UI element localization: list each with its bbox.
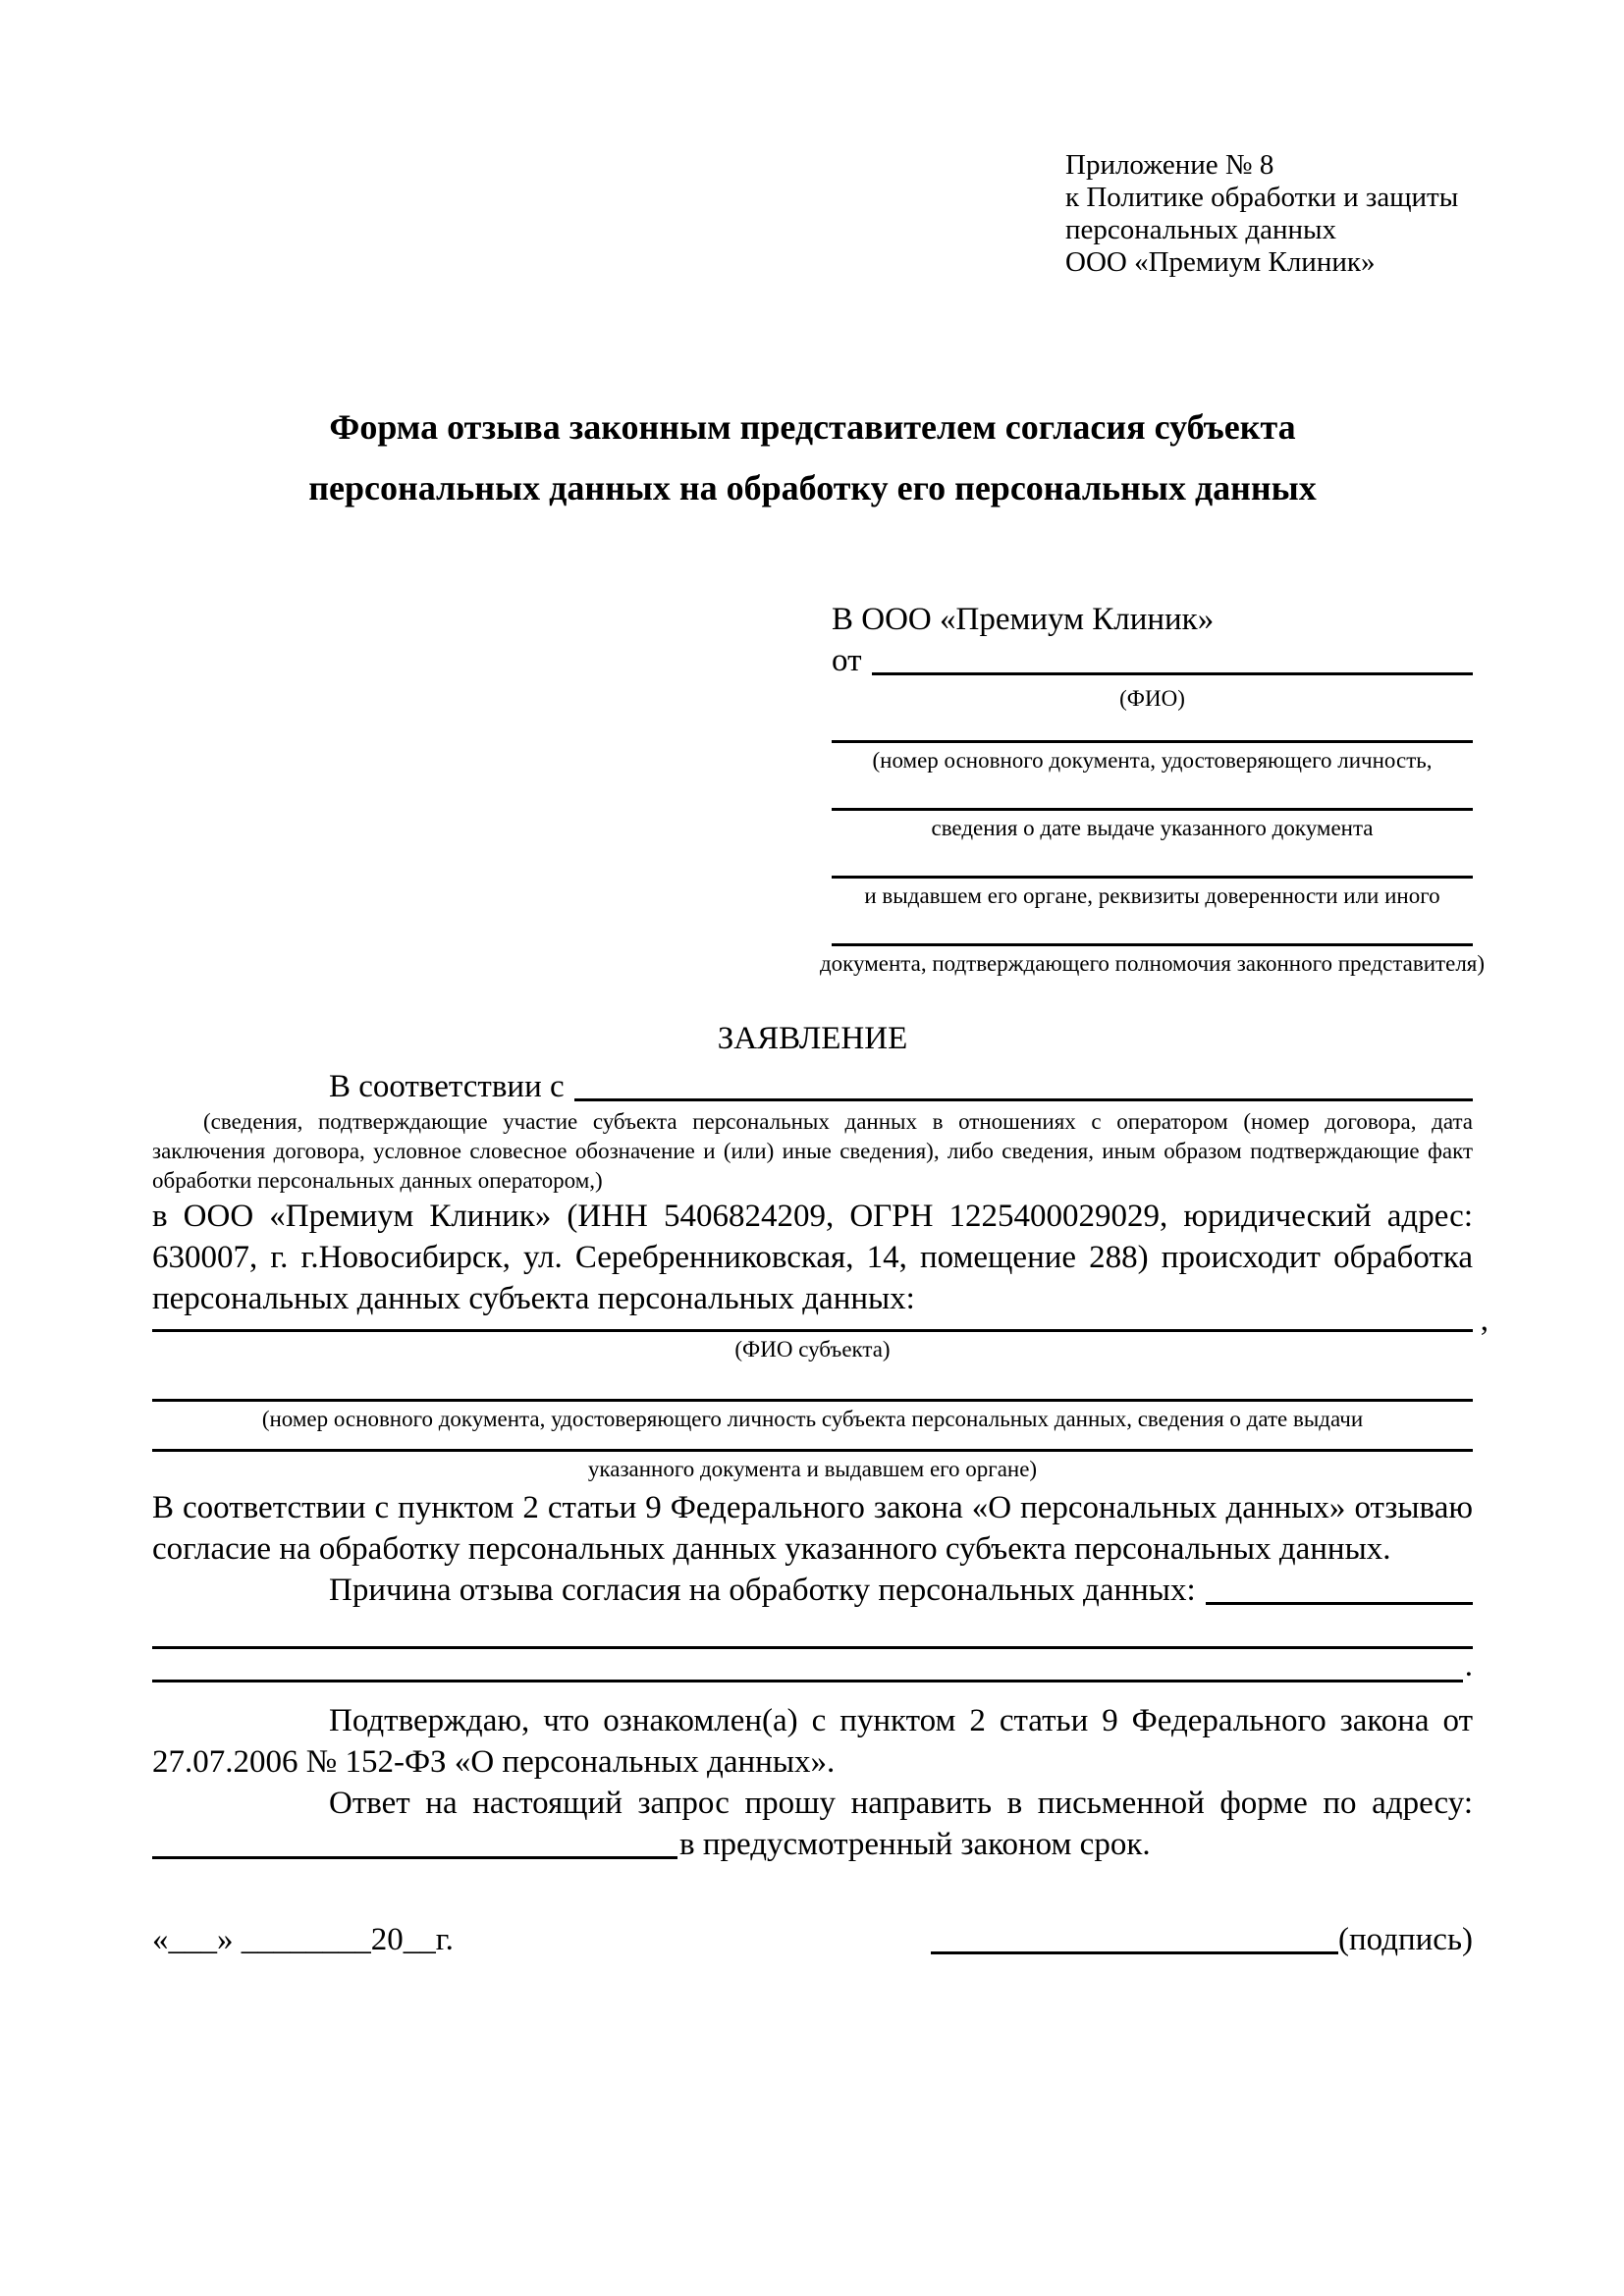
intro-caption-line: обработки персональных данных оператором,) (152, 1168, 603, 1193)
id-doc-caption-2: сведения о дате выдаче указанного документа (931, 816, 1374, 840)
appendix-line: персональных данных (1065, 214, 1337, 245)
id-doc-caption-3: и выдавшем его органе, реквизиты доверенности или иного (864, 883, 1440, 908)
reply-paragraph: Ответ на настоящий запрос прошу направить в письменной форме по адресу: (329, 1786, 1473, 1821)
id-doc-caption-row (832, 882, 1473, 910)
intro-prefix: В соответствии с (329, 1069, 565, 1104)
id-doc-caption-1: (номер основного документа, удостоверяющего личность, (872, 748, 1433, 773)
appendix-line: к Политике обработки и защиты (1065, 182, 1459, 213)
confirm-paragraph: Подтверждаю, что ознакомлен(а) с пунктом 2 статьи 9 Федерального закона от 27.07.2006 № 152-ФЗ «О персональных данных». (152, 1703, 1473, 1780)
footer-row (152, 1919, 1473, 1960)
date-line: «___» ________20__г. (152, 1922, 454, 1957)
appendix-block (1065, 149, 1473, 279)
withdrawal-paragraph: В соответствии с пунктом 2 статьи 9 Федерального закона «О персональных данных» отзываю согласие на обработку персональных данных указанного субъекта персональных данных. (152, 1490, 1473, 1567)
reason-blank-line (1206, 1602, 1473, 1605)
signature-blank-line (931, 1951, 1338, 1954)
from-label: от (832, 643, 862, 678)
intro-blank-line (574, 1098, 1473, 1101)
id-doc-blank-line-1 (832, 740, 1473, 743)
blank-line-period: . (1464, 1648, 1473, 1683)
intro-row (152, 1066, 1473, 1107)
id-doc-blank-line-4 (832, 943, 1473, 946)
id-doc-caption-row (832, 747, 1473, 774)
id-doc-blank-line-2 (832, 808, 1473, 811)
subject-doc-caption-row (152, 1456, 1473, 1483)
subject-fio-blank-line (152, 1303, 1489, 1338)
id-doc-caption-4: документа, подтверждающего полномочия законного представителя) (819, 951, 1486, 976)
operator-paragraph: в ООО «Премиум Клиник» (ИНН 5406824209, ОГРН 1225400029029, юридический адрес: 630007, г. г.Новосибирск, ул. Серебренниковская, 14, помещение 288) происходит обработка персональных данных субъекта персональных данных: (152, 1199, 1473, 1316)
reason-prefix: Причина отзыва согласия на обработку персональных данных: (329, 1573, 1196, 1608)
addressee-to: В ООО «Премиум Клиник» (832, 602, 1215, 637)
reason-row (152, 1570, 1473, 1611)
addressee-from-row (832, 640, 1473, 681)
statement-heading: ЗАЯВЛЕНИЕ (717, 1021, 908, 1056)
intro-caption-line: заключения договора, условное словесное обозначение и (или) иные сведения), либо сведения, иным образом подтверждающие факт (152, 1139, 1473, 1163)
fio-blank-line (872, 672, 1474, 675)
subject-line-comma: , (1480, 1303, 1489, 1338)
subject-doc-caption-1: (номер основного документа, удостоверяющего личность субъекта персональных данных, сведения о дате выдачи (261, 1407, 1364, 1431)
id-doc-caption-row (819, 950, 1486, 978)
subject-doc-caption-2: указанного документа и выдавшем его органе) (587, 1457, 1038, 1481)
signature-caption: (подпись) (1338, 1922, 1473, 1957)
intro-caption-line: (сведения, подтверждающие участие субъекта персональных данных в отношениях с оператором (номер договора, дата (203, 1109, 1473, 1134)
document-title: Форма отзыва законным представителем согласия субъекта персональных данных на обработку его персональных данных (308, 407, 1317, 507)
subject-fio-caption-row (152, 1336, 1473, 1363)
subject-doc-blank-line-2 (152, 1449, 1473, 1452)
subject-doc-caption-row (152, 1406, 1473, 1433)
subject-doc-blank-line-1 (152, 1399, 1473, 1402)
reply-suffix: в предусмотренный законом срок. (679, 1827, 1151, 1862)
fio-caption-row (832, 685, 1473, 713)
reason-blank-line-3-row (152, 1649, 1473, 1686)
appendix-line: Приложение № 8 (1065, 149, 1274, 181)
id-doc-caption-row (832, 815, 1473, 842)
appendix-line: ООО «Премиум Клиник» (1065, 246, 1376, 278)
id-doc-blank-line-3 (832, 876, 1473, 879)
subject-fio-caption: (ФИО субъекта) (734, 1337, 891, 1362)
addressee-block (819, 599, 1486, 978)
reply-row (152, 1824, 1473, 1865)
reply-address-blank-line (152, 1856, 677, 1859)
reason-blank-line-3 (152, 1680, 1463, 1682)
fio-caption: (ФИО) (1119, 686, 1185, 711)
signature-block (931, 1919, 1473, 1960)
